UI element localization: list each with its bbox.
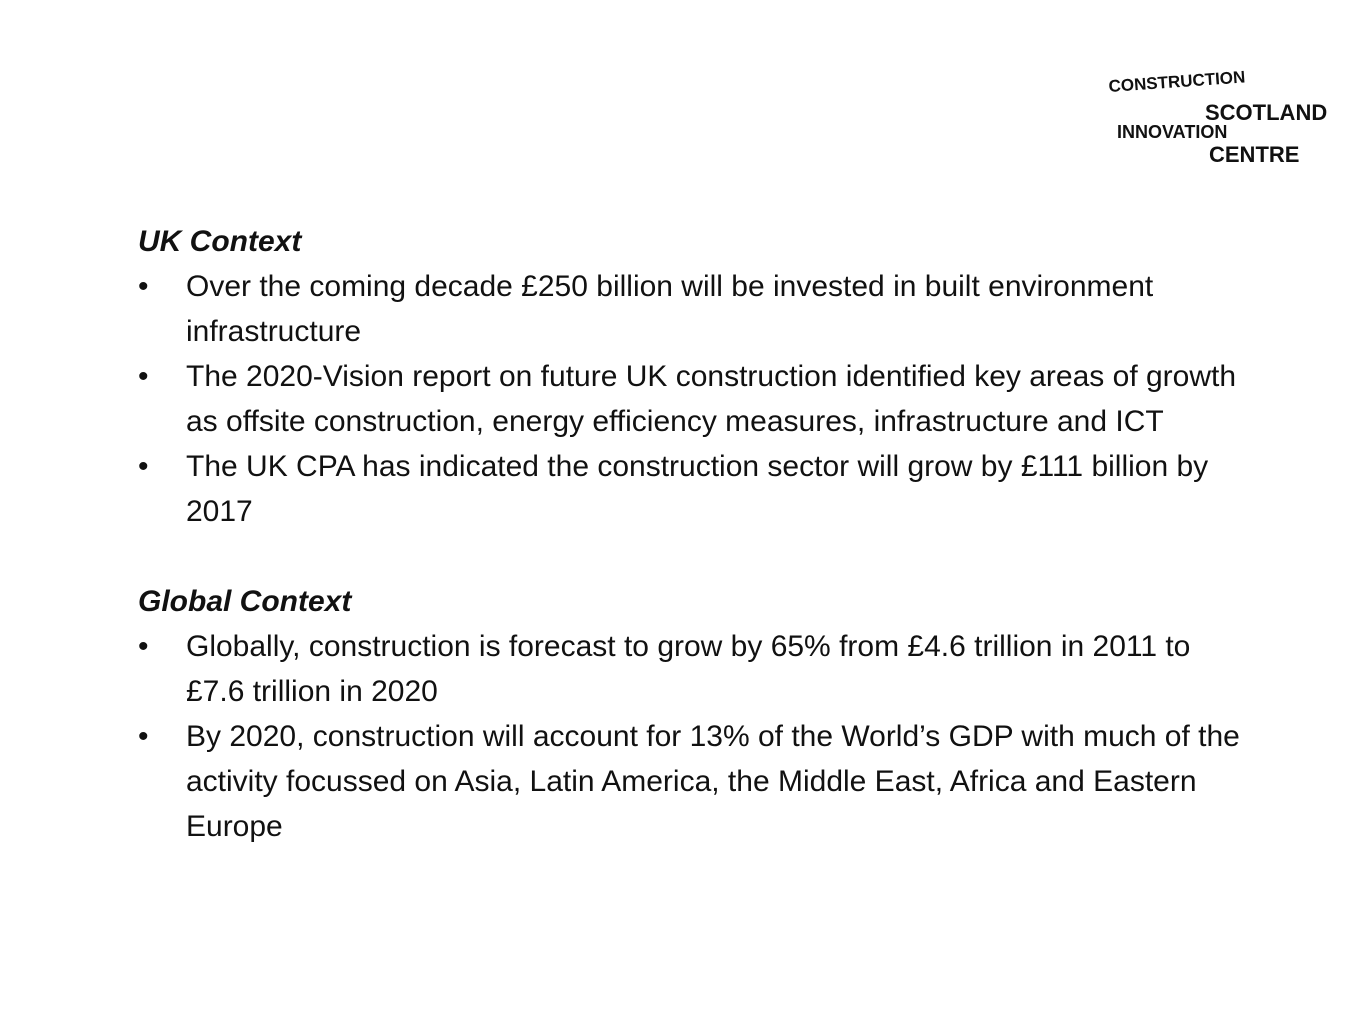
bullet-icon: • bbox=[138, 720, 149, 753]
bullet-text: The 2020-Vision report on future UK construction identified key areas of growth as offsite construction, energy efficiency measures, infrastructure and ICT bbox=[186, 360, 1237, 438]
logo-line-innovation: INNOVATION bbox=[1117, 122, 1228, 142]
bullet-icon: • bbox=[138, 360, 149, 393]
logo-graphic bbox=[1105, 50, 1337, 170]
global-context-bullet-list bbox=[138, 624, 1248, 849]
logo-line-centre: CENTRE bbox=[1209, 142, 1300, 167]
bullet-text: The UK CPA has indicated the construction sector will grow by £111 billion by 2017 bbox=[186, 450, 1209, 528]
bullet-icon: • bbox=[138, 630, 149, 663]
bullet-item bbox=[138, 624, 1248, 714]
bullet-item bbox=[138, 354, 1248, 444]
section-heading-uk-context: UK Context bbox=[138, 225, 302, 258]
slide-content bbox=[138, 219, 1248, 849]
logo-line-construction: CONSTRUCTION bbox=[1107, 67, 1246, 96]
bullet-icon: • bbox=[138, 270, 149, 303]
section-spacer bbox=[138, 534, 1248, 579]
bullet-text: Globally, construction is forecast to grow by 65% from £4.6 trillion in 2011 to £7.6 trillion in 2020 bbox=[186, 630, 1191, 708]
construction-scotland-logo bbox=[1105, 50, 1337, 170]
bullet-item bbox=[138, 714, 1248, 849]
logo-line-scotland: SCOTLAND bbox=[1205, 100, 1328, 125]
section-heading-global-context: Global Context bbox=[138, 585, 352, 618]
bullet-item bbox=[138, 444, 1248, 534]
bullet-icon: • bbox=[138, 450, 149, 483]
bullet-text: Over the coming decade £250 billion will be invested in built environment infrastructure bbox=[186, 270, 1154, 348]
uk-context-bullet-list bbox=[138, 264, 1248, 534]
bullet-text: By 2020, construction will account for 13% of the World’s GDP with much of the activity focussed on Asia, Latin America, the Middle East, Africa and Eastern Europe bbox=[186, 720, 1240, 843]
bullet-item bbox=[138, 264, 1248, 354]
